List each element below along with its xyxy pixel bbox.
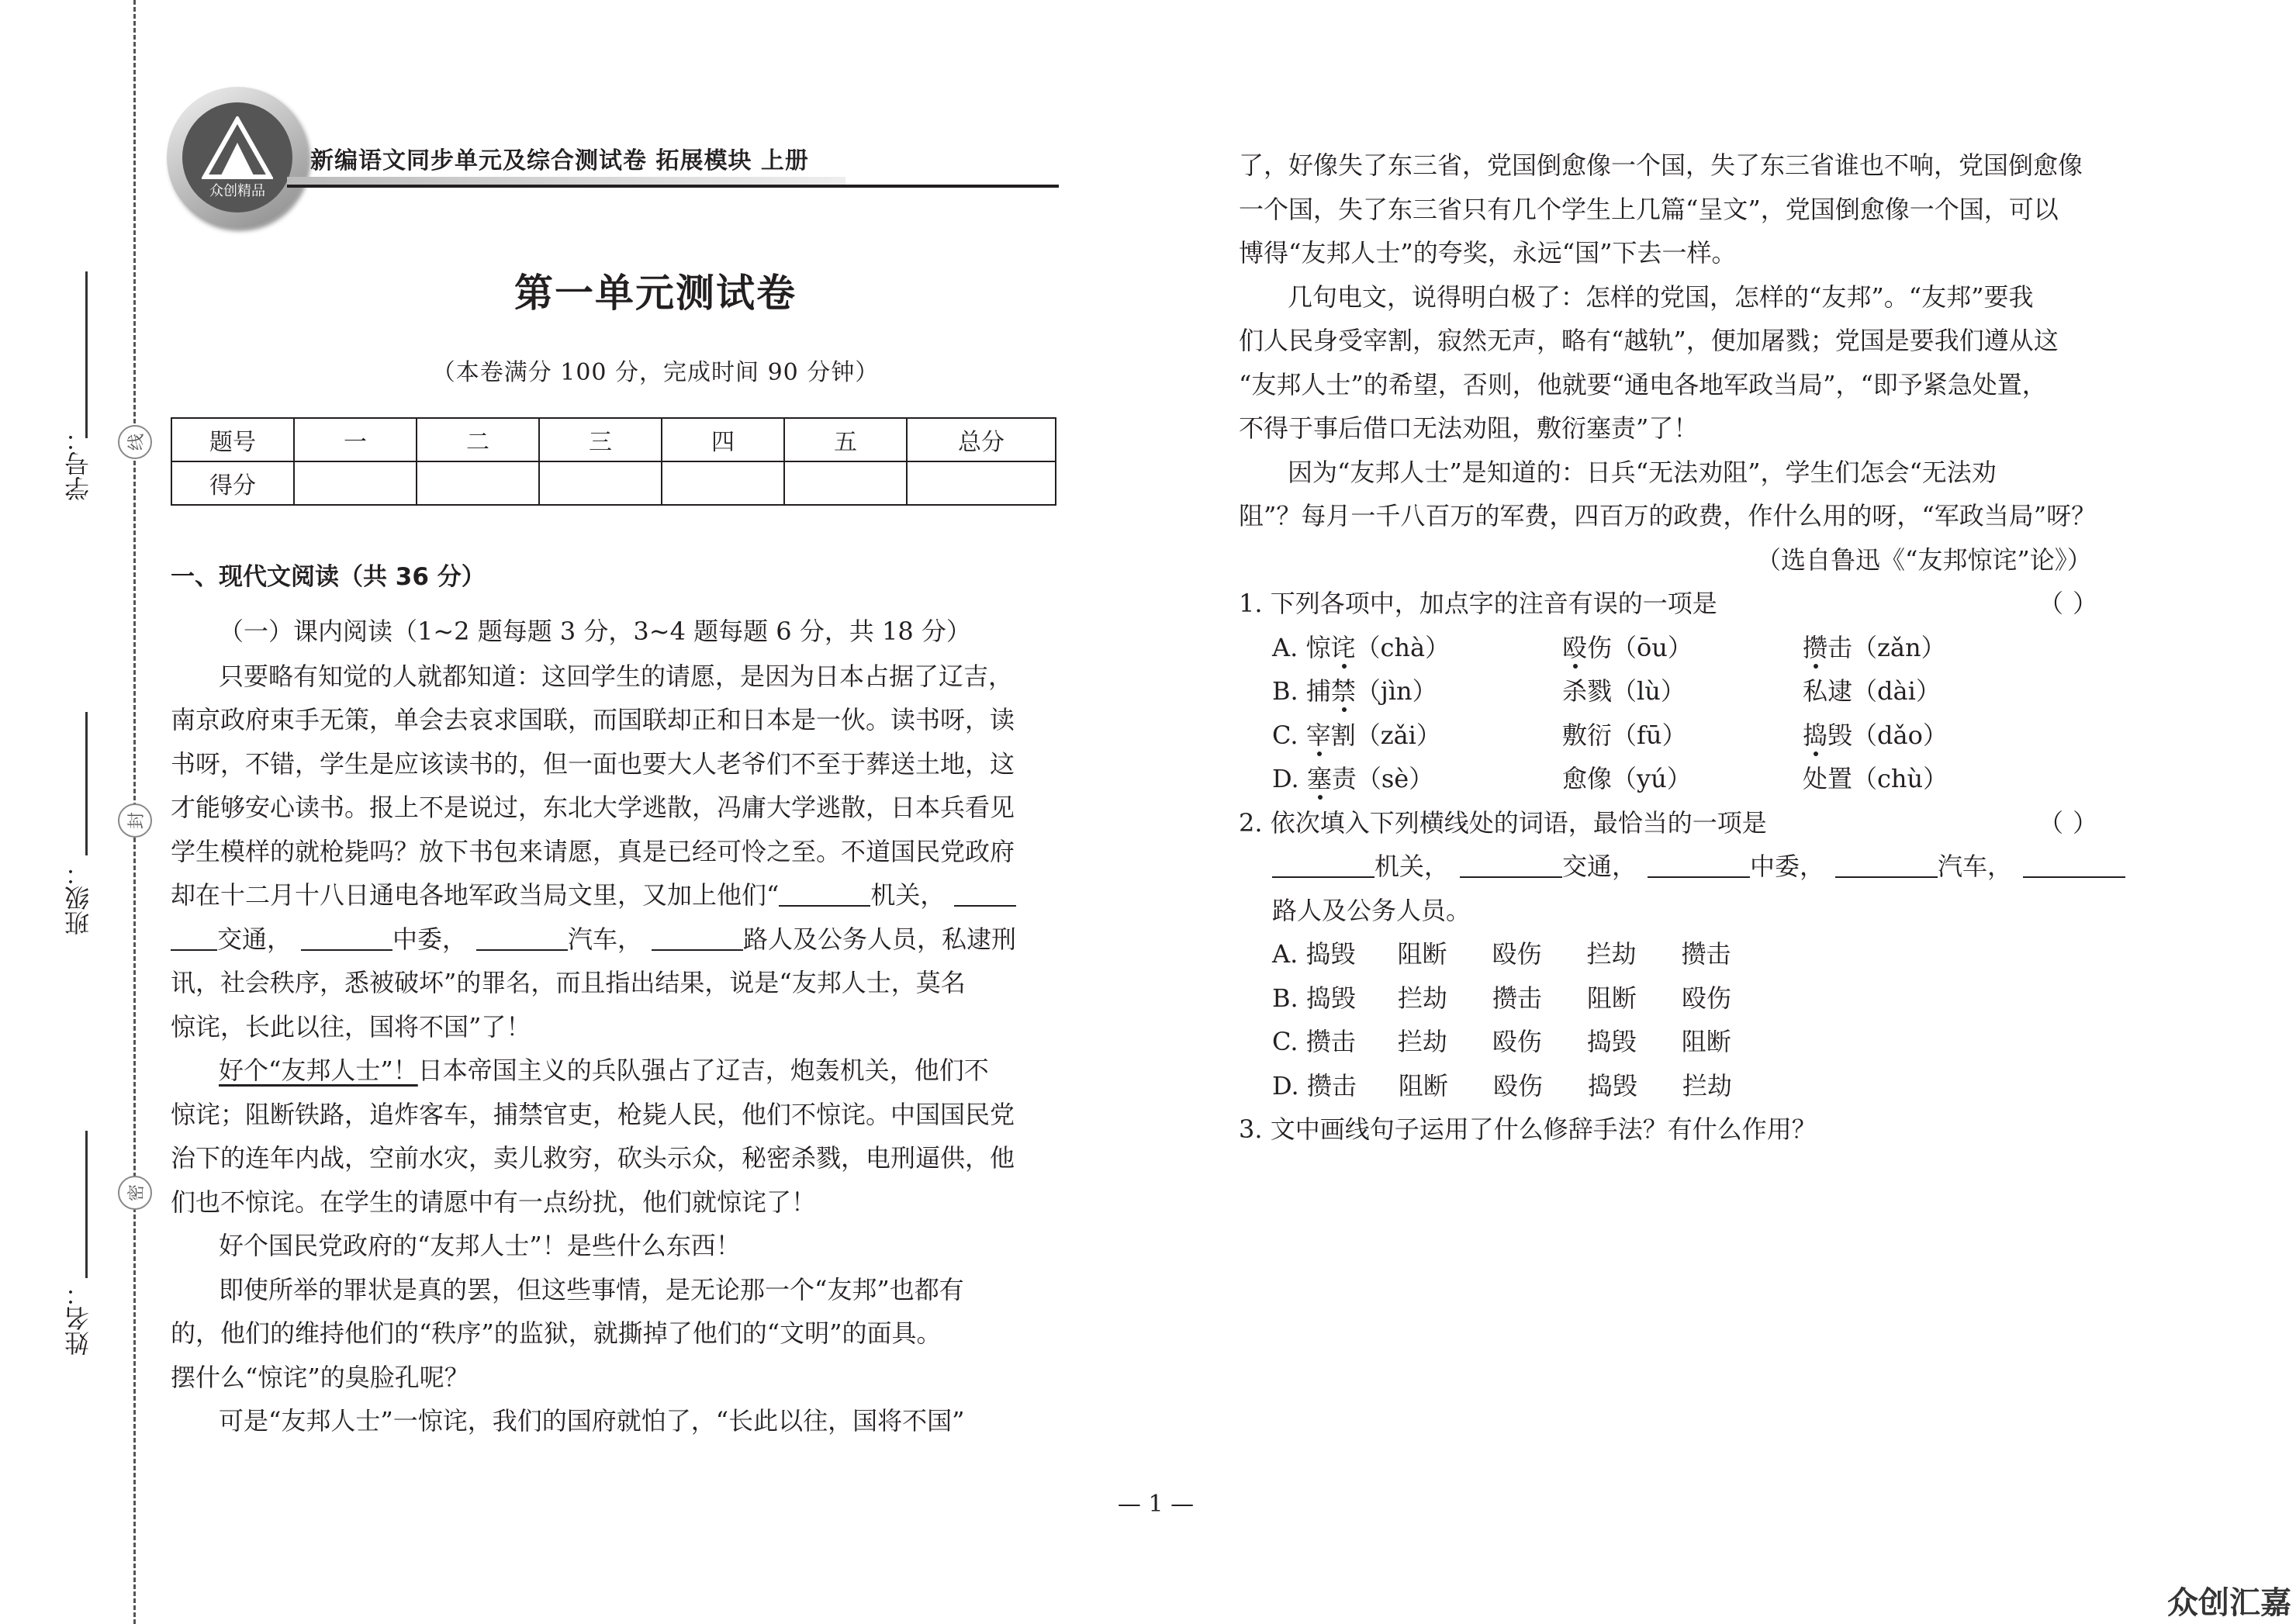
- binding-mark-seal: 封: [118, 803, 152, 838]
- student-id-label: 学号：: [64, 427, 93, 501]
- section-title: 一、现代文阅读（共 36 分）: [171, 563, 486, 591]
- passage-line: 阻”？每月一千八百万的军费，四百万的政费，作什么用的呀，“军政当局”呀？: [1239, 501, 2097, 530]
- passage-line: 博得“友邦人士”的夸奖，永远“国”下去一样。: [1239, 238, 1737, 268]
- name-label: 姓名：: [64, 1281, 93, 1356]
- passage-line: 治下的连年内战，空前水灾，卖儿救穷，砍头示众，秘密杀戮，电刑逼供，他: [171, 1143, 1015, 1173]
- q1-option-c[interactable]: C. 宰割（zǎi）: [1272, 720, 1441, 750]
- blank-line: [2023, 853, 2125, 878]
- blank-line: [652, 926, 743, 951]
- blank-line: [954, 882, 1016, 907]
- binding-mark-secret: 密: [118, 1176, 152, 1210]
- blank-line: [1648, 853, 1750, 878]
- passage-line: [171, 924, 1016, 955]
- passage-line: 摆什么“惊诧”的臭脸孔呢？: [171, 1363, 469, 1392]
- q2-option-d[interactable]: D. 攒击 阻断 殴伤 捣毁 拦劫: [1272, 1071, 1732, 1101]
- score-table: [171, 417, 1056, 506]
- passage-line: 们人民身受宰割，寂然无声，略有“越轨”，便加屠戮；党国是要我们遵从这: [1239, 326, 2059, 355]
- passage-line: 不得于事后借口无法劝阻，敷衍塞责”了！: [1239, 413, 1699, 443]
- question-2-stem: 2. 依次填入下列横线处的词语，最恰当的一项是: [1239, 808, 1767, 838]
- passage-line: 惊诧；阻断铁路，追炸客车，捕禁官吏，枪毙人民，他们不惊诧。中国国民党: [171, 1100, 1015, 1129]
- passage-line: [171, 879, 1016, 910]
- q1-option-a[interactable]: A. 惊诧（chà）: [1272, 633, 1451, 662]
- q1-option-c-word3: 捣毁（dǎo）: [1803, 720, 1948, 750]
- score-cell: 三: [539, 418, 662, 461]
- q1-option-d-word2: 愈像（yú）: [1562, 764, 1692, 793]
- page-number: — 1 —: [1117, 1491, 1195, 1518]
- series-title: 新编语文同步单元及综合测试卷 拓展模块 上册: [310, 147, 809, 174]
- underlined-sentence: 好个“友邦人士”！: [219, 1056, 418, 1085]
- q2-option-c[interactable]: C. 攒击 拦劫 殴伤 捣毁 阻断: [1272, 1027, 1731, 1056]
- answer-bracket[interactable]: （ ）: [2038, 589, 2099, 618]
- passage-line: 讯，社会秩序，悉被破坏”的罪名，而且指出结果，说是“友邦人士，莫名: [171, 968, 966, 997]
- passage-fragment: 机关，: [870, 880, 946, 910]
- passage-line: 只要略有知觉的人就都知道：这回学生的请愿，是因为日本占据了辽吉，: [219, 662, 1014, 691]
- score-cell: 题号: [171, 418, 294, 461]
- score-input-cell[interactable]: [662, 461, 784, 505]
- logo-text: 众创精品: [209, 183, 265, 199]
- exam-subtitle: （本卷满分 100 分，完成时间 90 分钟）: [431, 359, 880, 386]
- blank-line: [1835, 853, 1938, 878]
- score-cell: 一: [294, 418, 417, 461]
- passage-source: （选自鲁迅《“友邦惊诧”论》）: [1756, 545, 2092, 575]
- blank-line: [171, 926, 217, 951]
- score-input-cell[interactable]: [294, 461, 417, 505]
- score-input-cell[interactable]: [417, 461, 539, 505]
- score-input-cell[interactable]: [539, 461, 662, 505]
- name-fill-line: [85, 1131, 88, 1278]
- passage-line: 好个国民党政府的“友邦人士”！是些什么东西！: [219, 1231, 741, 1260]
- passage-line: 因为“友邦人士”是知道的：日兵“无法劝阻”，学生们怎会“无法劝: [1288, 458, 1997, 487]
- answer-bracket[interactable]: （ ）: [2038, 808, 2099, 838]
- blank-line: [779, 882, 870, 907]
- passage-line: 的，他们的维持他们的“秩序”的监狱，就撕掉了他们的“文明”的面具。: [171, 1318, 942, 1348]
- q1-option-d-word3: 处置（chù）: [1803, 764, 1948, 793]
- class-label: 班级：: [64, 861, 93, 935]
- q1-option-b-word3: 私逮（dài）: [1803, 676, 1941, 706]
- exam-title: 第一单元测试卷: [514, 270, 797, 316]
- passage-line: 一个国，失了东三省只有几个学生上几篇“呈文”，党国倒愈像一个国，可以: [1239, 195, 2059, 224]
- binding-mark-line: 线: [118, 425, 152, 459]
- passage-fragment: 日本帝国主义的兵队强占了辽吉，炮轰机关，他们不: [417, 1056, 989, 1085]
- passage-fragment: 中委，: [392, 924, 468, 954]
- score-cell: 五: [784, 418, 907, 461]
- score-cell: 得分: [171, 461, 294, 505]
- blank-line: [476, 926, 568, 951]
- passage-fragment: 交通，: [217, 924, 292, 954]
- logo-mountain-icon: [202, 116, 273, 180]
- class-fill-line: [85, 712, 88, 855]
- watermark: 众创汇嘉: [2167, 1585, 2291, 1621]
- score-table-header-row: [171, 418, 1056, 461]
- score-cell: 总分: [907, 418, 1056, 461]
- passage-fragment: 却在十二月十八日通电各地军政当局文里，又加上他们“: [171, 880, 780, 910]
- passage-line: 即使所举的罪状是真的罢，但这些事情，是无论那一个“友邦”也都有: [219, 1275, 964, 1304]
- q2-option-a[interactable]: A. 捣毁 阻断 殴伤 拦劫 攒击: [1272, 939, 1731, 969]
- q2-fill-end: 路人及公务人员。: [1272, 896, 1471, 925]
- passage-fragment: 汽车，: [568, 924, 643, 954]
- brand-logo: [167, 87, 308, 228]
- passage-line: “友邦人士”的希望，否则，他就要“通电各地军政当局”，“即予紧急处置，: [1239, 370, 2047, 399]
- q2-option-b[interactable]: B. 捣毁 拦劫 攒击 阻断 殴伤: [1272, 983, 1731, 1013]
- passage-line: [219, 1055, 989, 1086]
- passage-line: 书呀，不错，学生是应该读书的，但一面也要大人老爷们不至于葬送土地，这: [171, 749, 1015, 779]
- passage-fragment: 路人及公务人员，私逮刑: [743, 924, 1017, 954]
- q1-option-a-word3: 攒击（zǎn）: [1803, 633, 1946, 662]
- blank-line: [1272, 853, 1374, 878]
- header-rule: [287, 185, 1059, 188]
- q1-option-c-word2: 敷衍（fū）: [1562, 720, 1687, 750]
- subsection-title: （一）课内阅读（1~2 题每题 3 分，3~4 题每题 6 分，共 18 分）: [219, 617, 971, 646]
- score-input-cell[interactable]: [784, 461, 907, 505]
- passage-line: 了，好像失了东三省，党国倒愈像一个国，失了东三省谁也不响，党国倒愈像: [1239, 150, 2083, 180]
- question-3-stem: 3. 文中画线句子运用了什么修辞手法？有什么作用？: [1239, 1114, 1817, 1144]
- score-cell: 四: [662, 418, 784, 461]
- passage-line: 南京政府束手无策，单会去哀求国联，而国联却正和日本是一伙。读书呀，读: [171, 705, 1015, 734]
- q1-option-d[interactable]: D. 塞责（sè）: [1272, 764, 1434, 793]
- passage-line: 们也不惊诧。在学生的请愿中有一点纷扰，他们就惊诧了！: [171, 1187, 817, 1217]
- passage-line: 学生模样的就枪毙吗？放下书包来请愿，真是已经可怜之至。不道国民党政府: [171, 837, 1015, 866]
- passage-line: 惊诧，长此以往，国将不国”了！: [171, 1012, 531, 1042]
- header-shade-bar: [287, 177, 845, 185]
- question-1-stem: 1. 下列各项中，加点字的注音有误的一项是: [1239, 589, 1717, 618]
- passage-line: 几句电文，说得明白极了：怎样的党国，怎样的“友邦”。“友邦”要我: [1288, 282, 2034, 312]
- score-cell: 二: [417, 418, 539, 461]
- q1-option-b-word2: 杀戮（lù）: [1562, 676, 1686, 706]
- score-table-score-row: [171, 461, 1056, 505]
- q1-option-b[interactable]: B. 捕禁（jìn）: [1272, 676, 1437, 706]
- q1-option-a-word2: 殴伤（ōu）: [1562, 633, 1693, 662]
- passage-line: 可是“友邦人士”一惊诧，我们的国府就怕了，“长此以往，国将不国”: [219, 1406, 965, 1436]
- blank-line: [1460, 853, 1562, 878]
- blank-line: [301, 926, 392, 951]
- q2-fill-line: 机关， 交通， 中委， 汽车，: [1272, 851, 2125, 882]
- passage-line: 才能够安心读书。报上不是说过，东北大学逃散，冯庸大学逃散，日本兵看见: [171, 793, 1015, 822]
- score-input-cell[interactable]: [907, 461, 1056, 505]
